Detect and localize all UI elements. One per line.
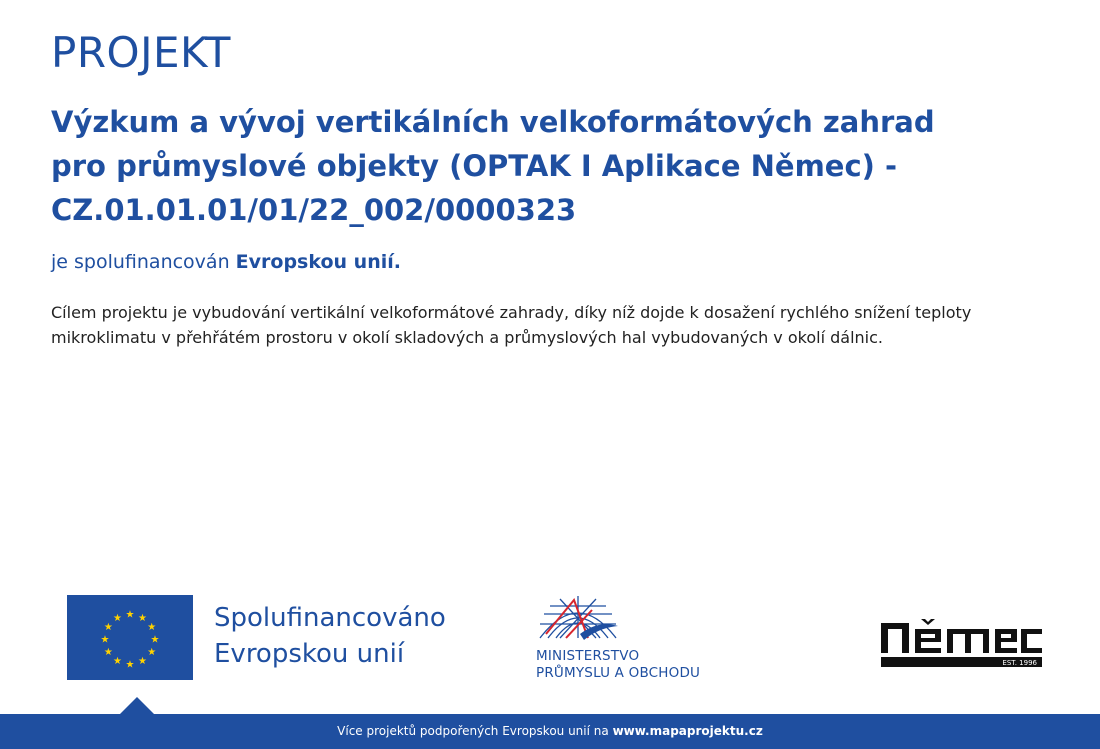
svg-text:★: ★ bbox=[103, 647, 113, 658]
svg-text:★: ★ bbox=[147, 622, 157, 633]
cofund-bold: Evropskou unií. bbox=[235, 251, 401, 273]
svg-text:★: ★ bbox=[150, 634, 160, 646]
project-title bbox=[51, 100, 991, 232]
eu-cofunded-label bbox=[214, 600, 446, 672]
eu-label-line: Spolufinancováno bbox=[214, 603, 446, 633]
page-kicker: PROJEKT bbox=[51, 28, 231, 77]
svg-text:★: ★ bbox=[138, 656, 147, 668]
svg-text:★: ★ bbox=[113, 656, 122, 668]
project-title-line: pro průmyslové objekty (OPTAK I Aplikace Němec) - bbox=[51, 149, 898, 183]
footer-bar bbox=[0, 714, 1100, 749]
svg-text:★: ★ bbox=[125, 609, 135, 621]
project-description bbox=[51, 300, 1061, 350]
mpo-globe-icon bbox=[536, 594, 620, 648]
mpo-label-line: PRŮMYSLU A OBCHODU bbox=[536, 665, 701, 681]
mpo-label bbox=[536, 648, 700, 682]
footer-pointer bbox=[120, 697, 154, 714]
description-line: mikroklimatu v přehřátém prostoru v okolí skladových a průmyslových hal vybudovaných v okolí dálnic. bbox=[51, 328, 883, 347]
cofund-prefix: je spolufinancován bbox=[51, 251, 230, 273]
project-title-line: CZ.01.01.01/01/22_002/0000323 bbox=[51, 193, 577, 227]
svg-text:★: ★ bbox=[147, 647, 157, 658]
nemec-est-label: EST. 1996 bbox=[1002, 659, 1037, 667]
eu-flag-icon bbox=[67, 595, 193, 680]
footer-link[interactable]: www.mapaprojektu.cz bbox=[612, 724, 763, 738]
eu-stars bbox=[101, 610, 160, 671]
cofund-statement bbox=[51, 251, 401, 273]
mpo-label-line: MINISTERSTVO bbox=[536, 648, 640, 664]
eu-label-line: Evropskou unií bbox=[214, 639, 405, 669]
project-title-line: Výzkum a vývoj vertikálních velkoformátových zahrad bbox=[51, 105, 935, 139]
svg-text:★: ★ bbox=[103, 622, 113, 633]
svg-text:★: ★ bbox=[113, 612, 122, 624]
nemec-logo-icon bbox=[881, 619, 1042, 673]
svg-text:★: ★ bbox=[100, 634, 110, 646]
svg-text:★: ★ bbox=[138, 612, 147, 624]
svg-text:★: ★ bbox=[125, 659, 135, 671]
footer-text: Více projektů podpořených Evropskou unií na bbox=[337, 724, 609, 738]
description-line: Cílem projektu je vybudování vertikální velkoformátové zahrady, díky níž dojde k dosažení rychlého snížení teploty bbox=[51, 303, 972, 322]
